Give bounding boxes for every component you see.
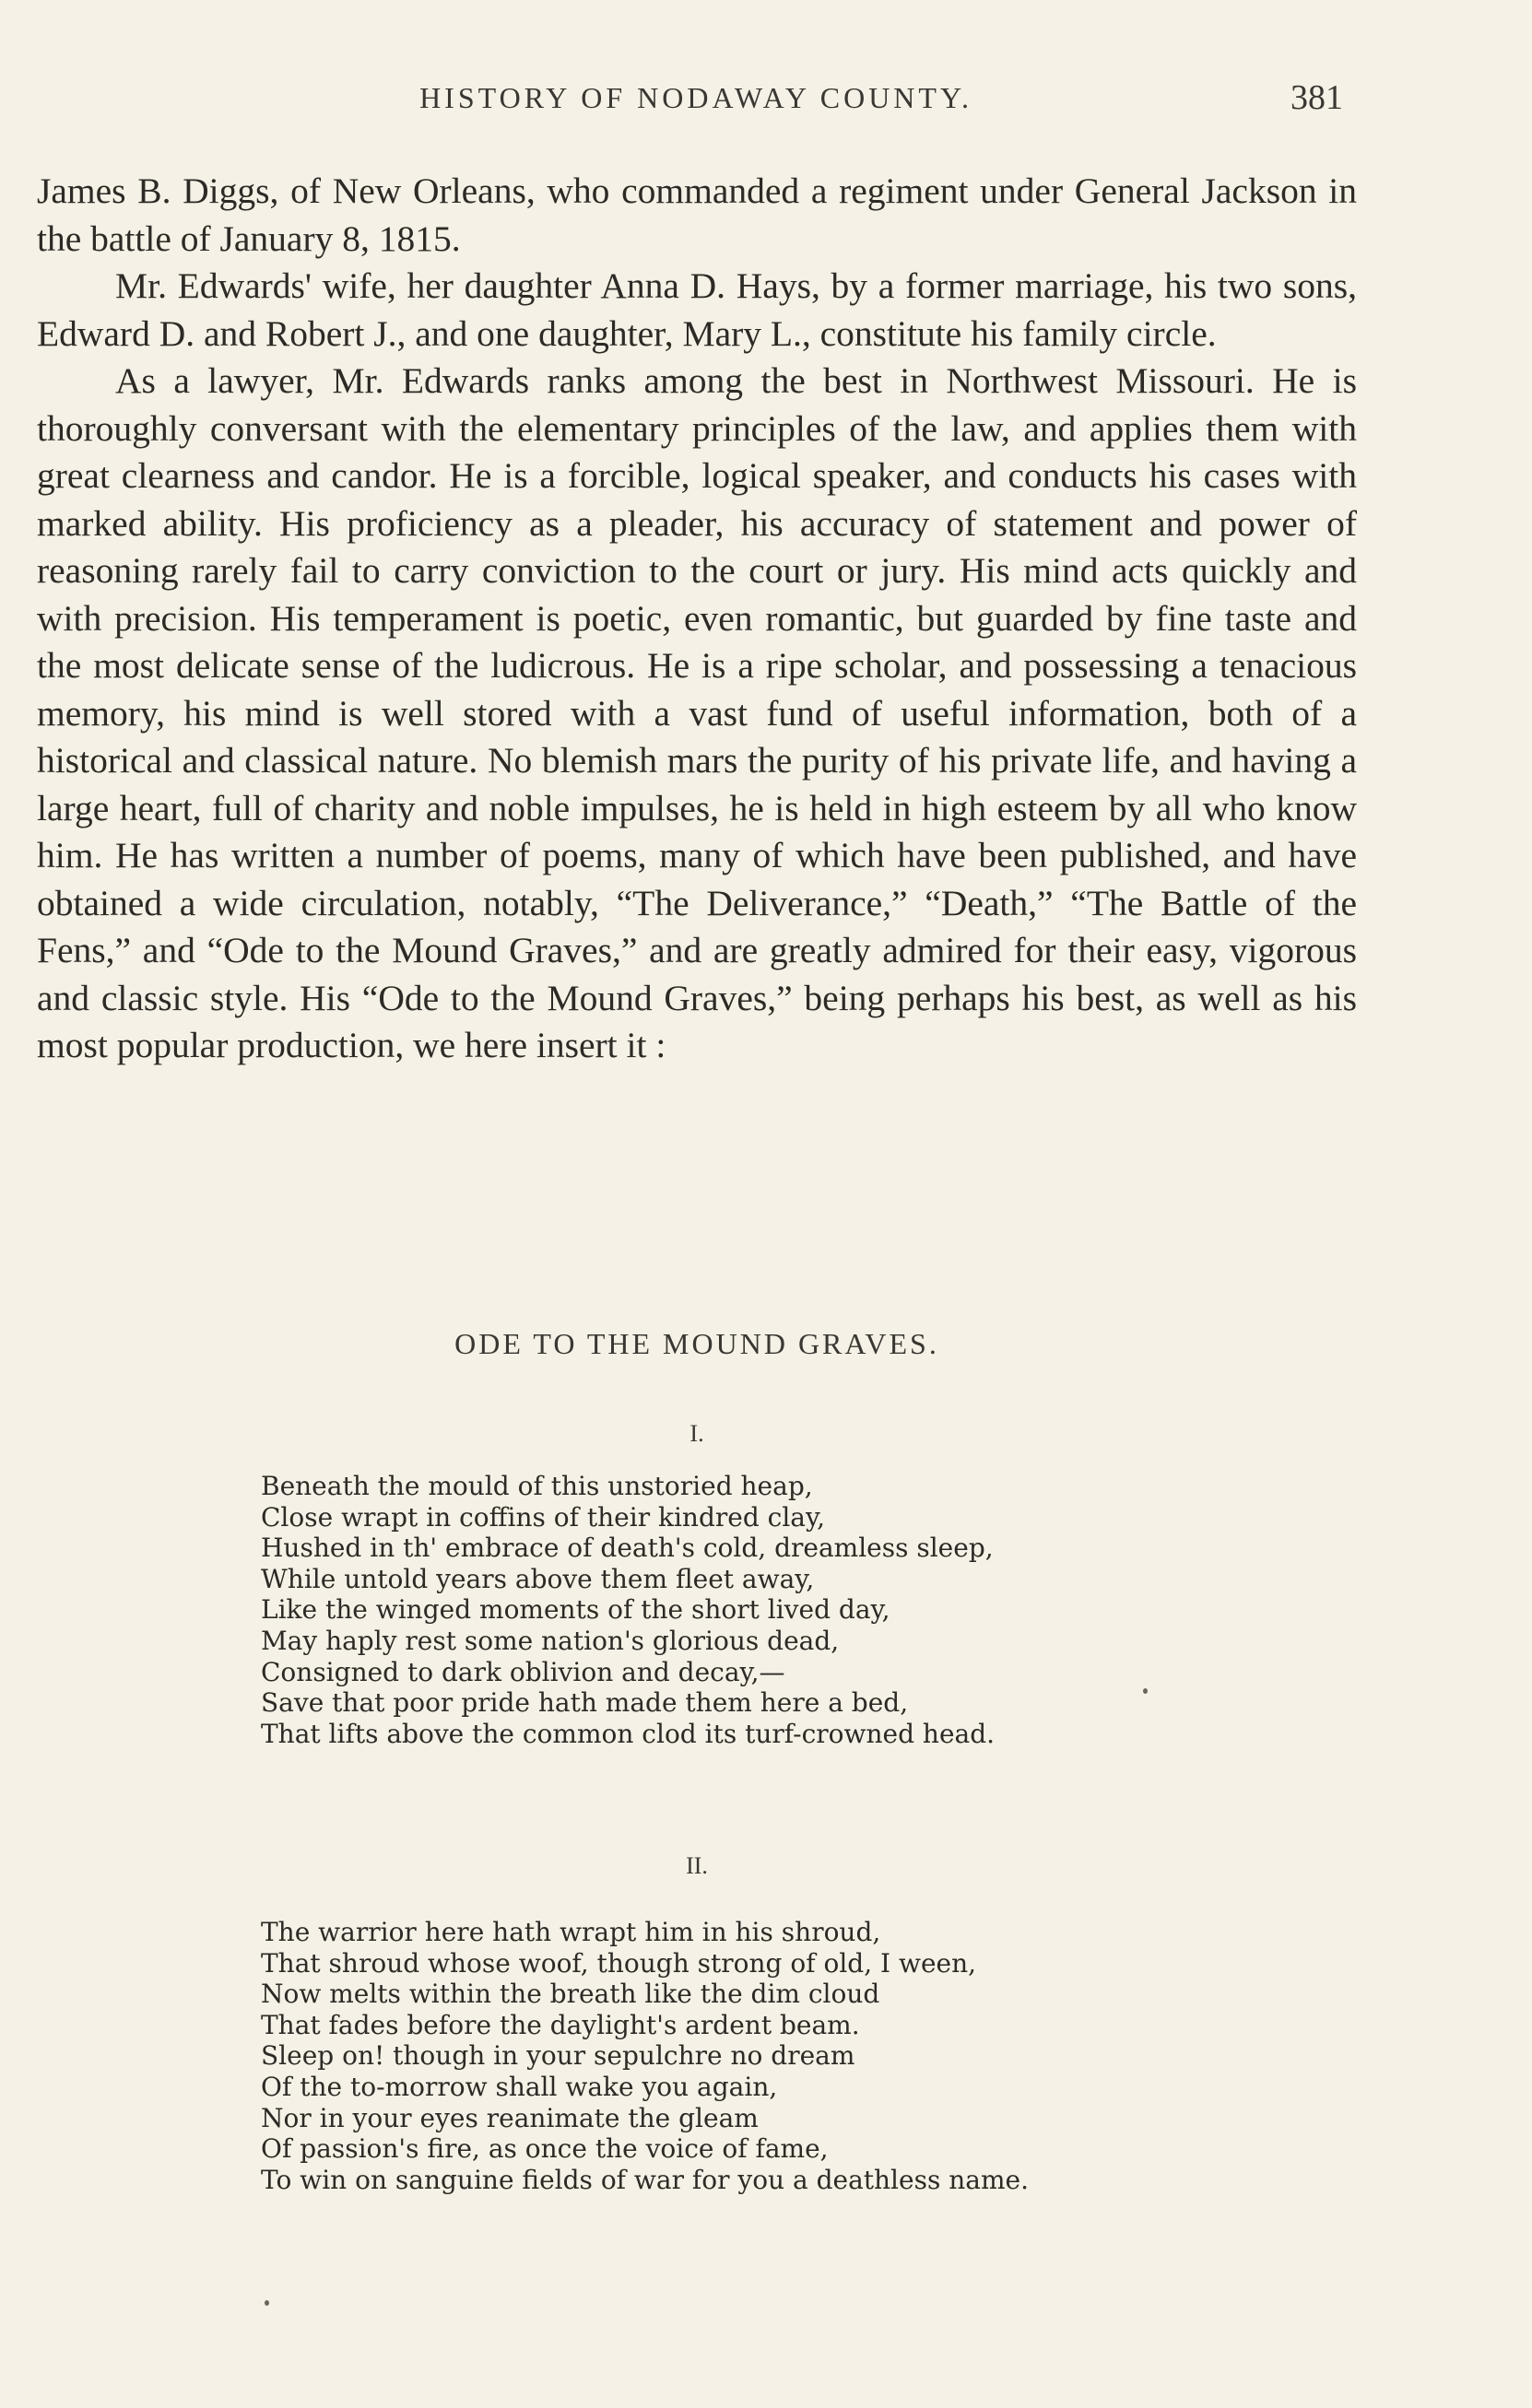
poem-line: May haply rest some nation's glorious dead, — [261, 1625, 840, 1656]
running-head: HISTORY OF NODAWAY COUNTY. — [419, 81, 972, 114]
poem-line: Beneath the mould of this unstoried heap, — [261, 1471, 813, 1501]
poem-line: Close wrapt in coffins of their kindred clay, — [261, 1501, 825, 1533]
stanza — [261, 1917, 1183, 2195]
poem-line: Hushed in th' embrace of death's cold, dreamless sleep, — [261, 1533, 994, 1564]
poem-line: Of passion's fire, as once the voice of fame, — [261, 2133, 829, 2165]
ink-speck — [265, 2300, 269, 2306]
poem-line: Sleep on! though in your sepulchre no dream — [261, 2040, 855, 2072]
poem-line: Consigned to dark oblivion and decay,— — [261, 1656, 785, 1687]
poem-line: That lifts above the common clod its turf-crowned head. — [261, 1718, 996, 1749]
body-text — [37, 168, 1357, 1070]
poem-line: Nor in your eyes reanimate the gleam — [261, 2102, 759, 2133]
ink-speck — [1143, 1688, 1148, 1694]
poem-line: That fades before the daylight's ardent beam. — [261, 2009, 860, 2040]
poem-line: To win on sanguine fields of war for you a deathless name. — [261, 2164, 1029, 2195]
stanza — [261, 1471, 1183, 1749]
page-number: 381 — [1290, 78, 1343, 117]
poem-line: While untold years above them fleet away, — [261, 1563, 815, 1594]
paragraph: As a lawyer, Mr. Edwards ranks among the best in Northwest Missouri. He is thoroughly conversant with the elementary principles of the law, and applies them with great clearness and candor. He is a forcible, logical speaker, and conducts his cases with marked ability. His proficiency as a pleader, his accuracy of statement and power of reasoning rarely fail to carry conviction to the court or jury. His mind acts quickly and with precision. His temperament is poetic, even romantic, but guarded by fine taste and the most delicate sense of the ludicrous. He is a ripe scholar, and possessing a tenacious memory, his mind is well stored with a vast fund of useful information, both of a historical and classical nature. No blemish mars the purity of his private life, and having a large heart, full of charity and noble impulses, he is held in high esteem by all who know him. He has written a number of poems, many of which have been published, and have obtained a wide circulation, notably, “The Deliverance,” “Death,” “The Battle of the Fens,” and “Ode to the Mound Graves,” and are greatly admired for their easy, vigorous and classic style. His “Ode to the Mound Graves,” being perhaps his best, as well as his most popular production, we here insert it : — [37, 360, 1357, 1065]
poem-line: Of the to-morrow shall wake you again, — [261, 2071, 778, 2102]
poem-line: Like the winged moments of the short lived day, — [261, 1594, 890, 1626]
poem-line: That shroud whose woof, though strong of old, I ween, — [261, 1947, 977, 1979]
poem-title: ODE TO THE MOUND GRAVES. — [454, 1327, 939, 1360]
poem-line: Now melts within the breath like the dim cloud — [261, 1979, 880, 2010]
paragraph: James B. Diggs, of New Orleans, who commanded a regiment under General Jackson in the battle of January 8, 1815. — [37, 170, 1357, 259]
poem-line: The warrior here hath wrapt him in his shroud, — [261, 1917, 881, 1947]
stanza-number: I. — [689, 1420, 704, 1447]
stanza-number: II. — [686, 1852, 708, 1879]
paragraph: Mr. Edwards' wife, her daughter Anna D. Hays, by a former marriage, his two sons, Edward D. and Robert J., and one daughter, Mary L., constitute his family circle. — [37, 265, 1357, 354]
poem-line: Save that poor pride hath made them here a bed, — [261, 1687, 909, 1719]
